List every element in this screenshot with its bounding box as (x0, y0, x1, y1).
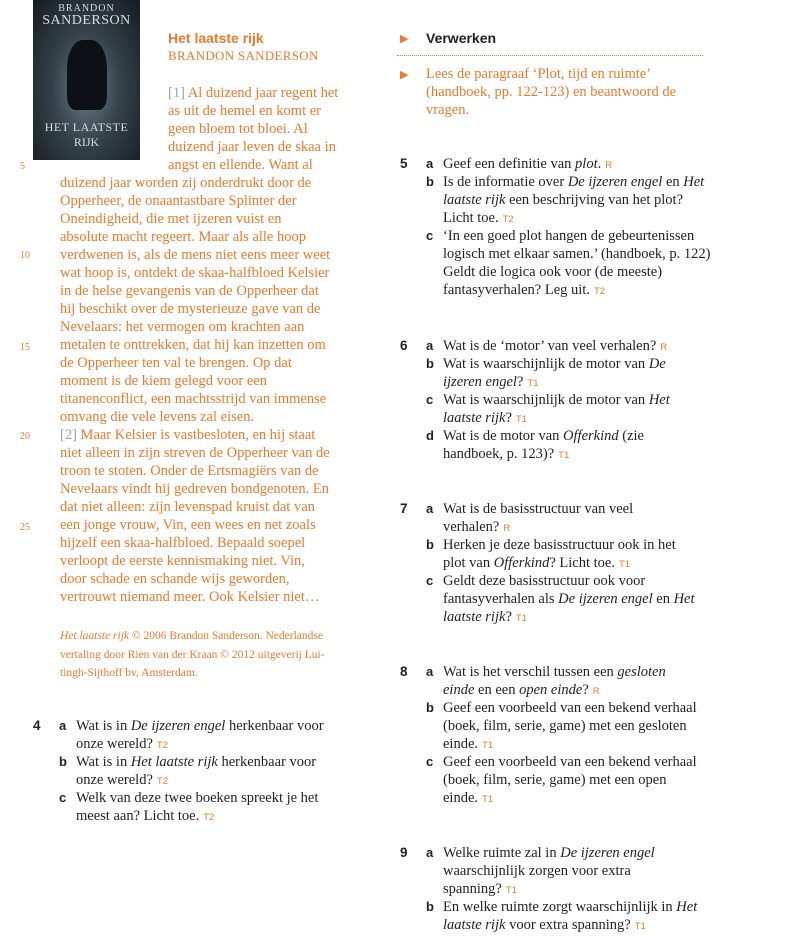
line-number: 15 (20, 342, 30, 353)
part-text (76, 789, 324, 825)
text-span: gesloten (617, 664, 666, 680)
question-part (400, 753, 697, 807)
text-span: duizend jaar worden zij onderdrukt door de (60, 175, 312, 191)
text-span: einde (443, 682, 475, 698)
text-line (76, 753, 324, 771)
text-line (60, 570, 330, 588)
difficulty-tag: T1 (515, 613, 527, 624)
text-line (443, 735, 697, 753)
cover-title-2: RIJK (73, 135, 100, 149)
text-span: Wat is de basisstructuur van veel (443, 501, 634, 517)
difficulty-tag: T2 (593, 286, 606, 297)
text-span: Het (676, 899, 698, 915)
book-cover-image (33, 0, 140, 160)
question-part (400, 227, 711, 299)
text-span: ? (505, 410, 512, 426)
text-span: ? (505, 609, 512, 625)
text-span: Het (648, 392, 670, 408)
text-line (60, 210, 330, 228)
question-part (400, 427, 670, 463)
text-span: Wat is in (76, 754, 131, 770)
triangle-bullet-icon: ▶ (400, 33, 409, 45)
question-part (400, 391, 670, 427)
text-line (60, 264, 330, 282)
question-part (400, 355, 670, 391)
text-span: Oneindigheid, die met ijzeren vuist en (60, 211, 282, 227)
text-span: dat niet alleen: zijn levenspad kruist dat van (60, 499, 315, 515)
text-span: meest aan? Licht toe. (76, 808, 200, 824)
text-line (60, 300, 330, 318)
line-number: 5 (20, 161, 25, 172)
part-letter: b (59, 754, 67, 769)
text-span: duizend jaar leven de skaa in (168, 139, 336, 155)
text-line (443, 245, 711, 263)
text-line (443, 699, 697, 717)
text-line (443, 663, 697, 681)
text-span: laatste rijk (443, 917, 506, 933)
question-number: 5 (400, 156, 408, 171)
text-span: in de helse gevangenis van de Opperheer dat (60, 283, 319, 299)
text-line (443, 445, 670, 463)
part-text (76, 717, 324, 753)
text-line (60, 174, 330, 192)
text-span: Welke ruimte zal in (443, 845, 561, 861)
text-line (60, 480, 330, 498)
text-line (168, 120, 338, 138)
text-line (60, 372, 330, 390)
text-line (443, 391, 670, 409)
text-line (60, 228, 330, 246)
part-text (443, 155, 711, 173)
line-number: 10 (20, 250, 30, 261)
text-span: metalen te onttrekken, dat hij kan inzetten om (60, 337, 326, 353)
part-text (443, 337, 670, 355)
part-letter: a (426, 664, 434, 679)
text-span: laatste rijk (443, 192, 506, 208)
difficulty-tag: T1 (515, 414, 527, 425)
text-span: niet alleen in zijn streven de Opperheer van de (60, 445, 330, 461)
cover-figure (67, 40, 107, 110)
difficulty-tag: R (503, 523, 511, 534)
part-letter: b (426, 700, 434, 715)
text-line (443, 355, 670, 373)
excerpt-text-main (60, 174, 330, 606)
text-span: herkenbaar voor (217, 754, 317, 770)
text-span: handboek, p. 123)? (443, 446, 555, 462)
part-letter: b (426, 174, 434, 189)
difficulty-tag: R (592, 686, 600, 697)
text-span: . (597, 156, 602, 172)
text-span: herkenbaar voor (225, 718, 324, 734)
text-span: ‘In een goed plot hangen de gebeurtenissen (443, 228, 695, 244)
text-line (443, 572, 695, 590)
text-line (60, 444, 330, 462)
text-span: De ijzeren engel (558, 591, 653, 607)
text-line (60, 390, 330, 408)
text-span: Het (673, 591, 695, 607)
text-span: Nevelaars vindt hij gedreven bondgenoten. En (60, 481, 329, 497)
question-number: 6 (400, 338, 408, 353)
excerpt-title: Het laatste rijk (168, 30, 264, 46)
part-text (443, 355, 670, 391)
text-span: Nevelaars: het vermogen om krachten aan (60, 319, 305, 335)
text-span: omvang die vele levens zal eisen. (60, 409, 255, 425)
text-span: voor extra spanning? (505, 917, 631, 933)
text-span: einde. (443, 736, 479, 752)
text-line (443, 608, 695, 626)
part-letter: a (59, 718, 67, 733)
text-span: titanenconflict, een machtsstrijd van immense (60, 391, 327, 407)
question-part (400, 898, 697, 934)
text-line (60, 588, 330, 606)
text-span: ? Licht toe. (549, 555, 615, 571)
text-span: Welk van deze twee boeken spreekt je het (76, 790, 319, 806)
text-line (60, 282, 330, 300)
difficulty-tag: T1 (558, 450, 570, 461)
part-letter: c (426, 573, 434, 588)
difficulty-tag: T1 (527, 378, 539, 389)
text-line (443, 227, 711, 245)
question-7 (400, 500, 695, 626)
text-line (168, 84, 338, 102)
text-span: verhalen? (443, 519, 500, 535)
part-letter: c (426, 392, 434, 407)
text-span: einde. (443, 790, 479, 806)
text-span: De (648, 356, 666, 372)
question-part (400, 699, 697, 753)
question-part (400, 173, 711, 227)
text-span: vertaling door Rien van der Kraan © 2012 uitgeverij Lui- (60, 648, 325, 661)
text-span: Licht toe. (443, 210, 499, 226)
text-line (443, 844, 697, 862)
cover-author-first: BRANDON (58, 3, 115, 14)
text-span: onze wereld? (76, 736, 153, 752)
difficulty-tag: T1 (618, 559, 631, 570)
question-number: 7 (400, 501, 408, 516)
difficulty-tag: T2 (156, 776, 168, 787)
text-line (443, 753, 697, 771)
text-line (443, 500, 695, 518)
text-line (443, 898, 697, 916)
text-line (443, 173, 711, 191)
text-span: plot (575, 156, 598, 172)
part-text (443, 753, 697, 807)
text-span: hijzelf een skaa-halfbloed. Bepaald soepel (60, 535, 306, 551)
text-span: tingh-Sijthoff bv, Amsterdam. (60, 667, 198, 679)
question-4 (33, 717, 324, 825)
text-span: logisch met elkaar samen.’ (handboek, p. 122) (443, 246, 711, 262)
text-span: De ijzeren engel (560, 845, 655, 861)
question-5 (400, 155, 711, 299)
text-line (76, 807, 324, 825)
part-letter: a (426, 845, 434, 860)
text-span: Wat is het verschil tussen een (443, 664, 618, 680)
text-span: wat hoop is, ontdekt de skaa-halfbloed Kelsier (60, 265, 330, 281)
text-span: Wat is waarschijnlijk de motor van (443, 392, 649, 408)
text-line (443, 590, 695, 608)
difficulty-tag: T1 (482, 740, 494, 751)
excerpt-text-top (168, 84, 338, 174)
part-text (443, 227, 711, 299)
text-line (76, 771, 324, 789)
text-line (168, 156, 338, 174)
text-span: laatste rijk (443, 410, 506, 426)
text-line (443, 536, 695, 554)
text-span: ijzeren engel (443, 374, 517, 390)
text-span: as uit de hemel en komt er (168, 103, 322, 119)
question-number: 9 (400, 845, 408, 860)
text-span: plot van (443, 555, 494, 571)
part-text (443, 391, 670, 427)
part-text (443, 898, 697, 934)
text-span: onze wereld? (76, 772, 153, 788)
text-line (60, 646, 325, 665)
text-line (443, 554, 695, 572)
text-span: Herken je deze basisstructuur ook in het (443, 537, 676, 553)
part-text (443, 663, 697, 699)
text-span: hij beschikt over de mysterieuze gave van de (60, 301, 321, 317)
text-span: een jonge vrouw, Vin, een wees en net zoals (60, 517, 316, 533)
difficulty-tag: T1 (634, 921, 646, 932)
part-letter: b (426, 899, 434, 914)
text-span: moment is de kiem gelegd voor een (60, 373, 267, 389)
question-part (400, 337, 670, 355)
excerpt-author: BRANDON SANDERSON (168, 48, 319, 63)
text-span: geen bloem tot bloei. Al (168, 121, 308, 137)
text-span: © 2006 Brandon Sanderson. Nederlandse (129, 630, 323, 642)
text-line (168, 138, 338, 156)
text-line (443, 263, 711, 281)
text-span: Geef een voorbeeld van een bekend verhaal (443, 700, 697, 716)
text-span: Al duizend jaar regent het (184, 85, 339, 101)
question-9 (400, 844, 697, 934)
question-part (33, 717, 324, 753)
text-span: Lees de paragraaf ‘Plot, tijd en ruimte’ (426, 66, 652, 82)
question-8 (400, 663, 697, 807)
difficulty-tag: T1 (482, 794, 494, 805)
line-number: 25 (20, 522, 30, 533)
difficulty-tag: T2 (203, 812, 215, 823)
text-span: Is de informatie over (443, 174, 568, 190)
dotted-divider (397, 55, 703, 56)
text-line (426, 83, 676, 101)
part-letter: c (426, 754, 434, 769)
part-letter: b (426, 537, 434, 552)
text-span: Het laatste rijk (130, 754, 218, 770)
text-line (60, 498, 330, 516)
text-line (60, 336, 330, 354)
part-text (443, 572, 695, 626)
text-line (443, 518, 695, 536)
paragraph-marker: [1] (168, 85, 185, 101)
part-letter: b (426, 356, 434, 371)
text-line (443, 155, 711, 173)
text-line (76, 717, 324, 735)
part-letter: d (426, 428, 434, 443)
text-line (443, 717, 697, 735)
text-line (60, 426, 330, 444)
text-span: (handboek, pp. 122-123) en beantwoord de (426, 84, 677, 100)
part-text (443, 844, 697, 898)
line-number: 20 (20, 431, 30, 442)
text-line (443, 862, 697, 880)
text-line (443, 789, 697, 807)
question-part (400, 155, 711, 173)
text-span: Offerkind (563, 428, 619, 444)
text-line (443, 209, 711, 227)
text-span: de Opperheer ten val te brengen. Op dat (60, 355, 292, 371)
text-span: (boek, film, serie, game) met een gesloten (443, 718, 687, 734)
question-part (400, 844, 697, 898)
text-span: angst en ellende. Want al (168, 157, 313, 173)
text-line (76, 789, 324, 807)
text-line (60, 664, 325, 683)
question-6 (400, 337, 670, 463)
text-span: een beschrijving van het plot? (505, 192, 684, 208)
text-span: verloopt de eerste kennismaking niet. Vin, (60, 553, 305, 569)
difficulty-tag: T2 (156, 740, 168, 751)
text-line (76, 735, 324, 753)
part-letter: a (426, 156, 434, 171)
text-span: Maar Kelsier is vastbesloten, en hij staat (76, 427, 316, 443)
text-span: troon te stoten. Onder de Ertsmagiërs van de (60, 463, 319, 479)
text-line (60, 354, 330, 372)
difficulty-tag: R (605, 160, 613, 171)
question-number: 4 (33, 718, 41, 733)
question-part (33, 753, 324, 789)
text-span: Wat is de motor van (443, 428, 564, 444)
text-span: (boek, film, serie, game) met een open (443, 772, 667, 788)
text-line (426, 65, 676, 83)
part-letter: a (426, 338, 434, 353)
text-line (60, 627, 325, 646)
difficulty-tag: T1 (505, 885, 517, 896)
text-line (168, 102, 338, 120)
text-span: verdwenen is, als de mens niet eens meer weet (60, 247, 331, 263)
text-span: Geef een definitie van (443, 156, 576, 172)
text-line (60, 552, 330, 570)
question-part (400, 663, 697, 699)
part-text (443, 536, 695, 572)
cover-author-last: SANDERSON (42, 13, 131, 28)
text-span: Offerkind (493, 555, 550, 571)
text-span: Het laatste rijk (60, 630, 129, 642)
text-line (443, 373, 670, 391)
text-span: De ijzeren engel (567, 174, 663, 190)
text-line (443, 337, 670, 355)
text-span: spanning? (443, 881, 502, 897)
part-text (76, 753, 324, 789)
text-span: laatste rijk (443, 609, 506, 625)
text-span: Geldt deze basisstructuur ook voor (443, 573, 646, 589)
paragraph-marker: [2] (60, 427, 77, 443)
section-heading: Verwerken (426, 30, 497, 46)
text-line (443, 281, 711, 299)
text-span: En welke ruimte zorgt waarschijnlijk in (443, 899, 677, 915)
cover-title-1: HET LAATSTE (44, 120, 129, 134)
difficulty-tag: T2 (502, 214, 514, 225)
part-text (443, 699, 697, 753)
question-part (400, 500, 695, 536)
text-span: fantasyverhalen als (443, 591, 559, 607)
part-letter: c (59, 790, 67, 805)
text-line (60, 534, 330, 552)
text-span: Wat is de ‘motor’ van veel verhalen? (443, 338, 657, 354)
text-span: Het (683, 174, 705, 190)
text-span: Wat is waarschijnlijk de motor van (443, 356, 649, 372)
text-line (426, 101, 676, 119)
text-span: absolute macht regeert. Maar als alle hoop (60, 229, 306, 245)
text-line (60, 192, 330, 210)
text-span: Opperheer, de onaantastbare Splinter der (60, 193, 297, 209)
question-part (400, 572, 695, 626)
text-span: vertrouwt niemand meer. Ook Kelsier niet… (60, 589, 320, 605)
text-span: door schade en schande wijs geworden, (60, 571, 290, 587)
text-line (443, 771, 697, 789)
text-span: ? (516, 374, 524, 390)
text-line (60, 516, 330, 534)
difficulty-tag: R (660, 342, 668, 353)
text-span: vragen. (426, 102, 470, 118)
text-line (443, 916, 697, 934)
text-span: Geef een voorbeeld van een bekend verhaal (443, 754, 697, 770)
part-text (443, 427, 670, 463)
text-line (60, 246, 330, 264)
triangle-bullet-icon: ▶ (400, 69, 409, 81)
text-line (443, 880, 697, 898)
section-intro (426, 65, 676, 119)
text-span: waarschijnlijk zorgen voor extra (443, 863, 631, 879)
text-line (443, 681, 697, 699)
text-span: De ijzeren engel (130, 718, 226, 734)
text-span: open einde (519, 682, 583, 698)
text-span: Wat is in (76, 718, 131, 734)
text-line (60, 462, 330, 480)
part-text (443, 173, 711, 227)
text-span: fantasyverhalen? Leg uit. (443, 282, 590, 298)
part-letter: c (426, 228, 434, 243)
question-part (400, 536, 695, 572)
text-line (443, 191, 711, 209)
text-line (443, 427, 670, 445)
text-span: en (662, 174, 684, 190)
text-line (60, 408, 330, 426)
text-span: ? (582, 682, 589, 698)
text-span: Geldt die logica ook voor (de meeste) (443, 264, 663, 280)
text-span: en een (474, 682, 520, 698)
part-text (443, 500, 695, 536)
text-span: en (652, 591, 674, 607)
question-number: 8 (400, 664, 408, 679)
text-line (443, 409, 670, 427)
text-span: (zie (618, 428, 644, 444)
part-letter: a (426, 501, 434, 516)
question-part (33, 789, 324, 825)
text-line (60, 318, 330, 336)
copyright-credit (60, 627, 325, 683)
